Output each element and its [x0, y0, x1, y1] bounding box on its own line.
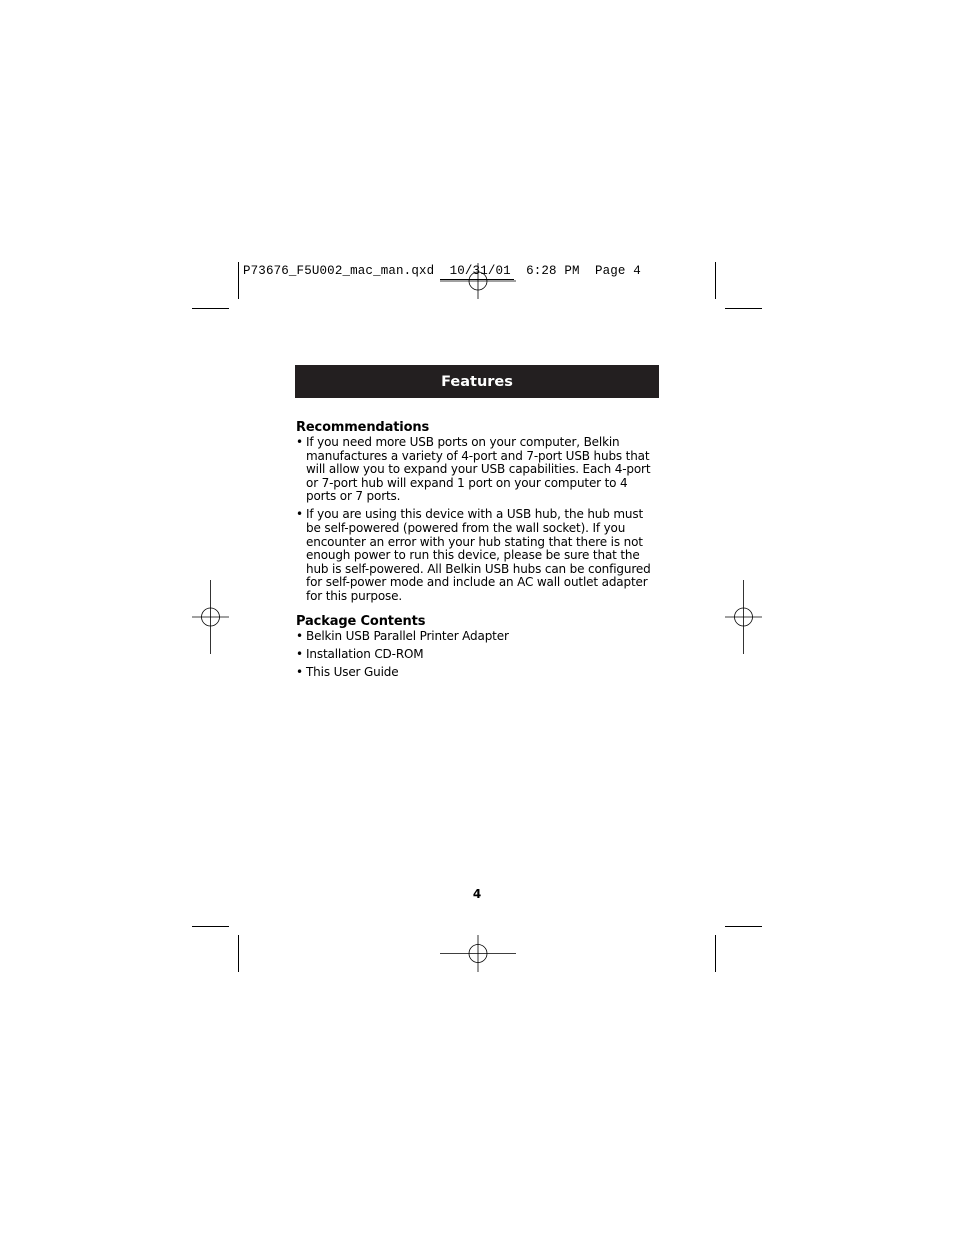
list-item-text: Belkin USB Parallel Printer Adapter [306, 628, 509, 643]
registration-mark-left-icon [192, 580, 229, 654]
slug-line: P73676_F5U002_mac_man.qxd 10/31/01 6:28 PM Page 4 [243, 264, 641, 278]
package-contents-heading: Package Contents [296, 613, 426, 629]
crop-mark-top-right-horizontal [725, 308, 762, 309]
crop-mark-bottom-right-vertical [715, 935, 716, 972]
section-title: Features [441, 373, 513, 390]
list-item [296, 508, 658, 603]
crop-mark-bottom-left-vertical [238, 935, 239, 972]
list-item-text: This User Guide [306, 664, 399, 679]
bullet-icon: • [296, 646, 303, 661]
registration-mark-bottom-icon [440, 935, 516, 972]
list-item-text: Installation CD-ROM [306, 646, 424, 661]
list-item-text: If you are using this device with a USB hub, the hub must be self-powered (powered from the wall socket). If you encounter an error with your hub stating that there is not enough power to run this device, please be sure that the hub is self-powered. All Belkin USB hubs can be configured for self-power mode and include an AC wall outlet adapter for this purpose. [306, 507, 651, 604]
bullet-icon: • [296, 628, 303, 643]
list-item [296, 666, 658, 680]
crop-mark-top-left-vertical [238, 262, 239, 299]
bullet-icon: • [296, 435, 303, 449]
registration-mark-top-icon [440, 263, 516, 299]
bullet-icon: • [296, 507, 303, 522]
bullet-icon: • [296, 664, 303, 679]
list-item [296, 648, 658, 662]
list-item [296, 436, 658, 504]
crop-mark-top-right-vertical [715, 262, 716, 299]
crop-mark-bottom-right-horizontal [725, 926, 762, 927]
recommendations-heading: Recommendations [296, 420, 430, 435]
list-item-text: If you need more USB ports on your computer, Belkin manufactures a variety of 4-port and 7-port USB hubs that will allow you to expand your USB capabilities. Each 4-port or 7-port hub will expand 1 port on your computer to 4 ports or 7 ports. [306, 435, 651, 504]
registration-mark-right-icon [725, 580, 762, 654]
recommendations-list [296, 436, 658, 604]
page-content [296, 420, 658, 684]
page-number: 4 [472, 887, 482, 901]
section-header-bar [295, 365, 659, 398]
list-item [296, 630, 658, 644]
crop-mark-bottom-left-horizontal [192, 926, 229, 927]
crop-mark-top-left-horizontal [192, 308, 229, 309]
package-contents-list [296, 630, 658, 680]
